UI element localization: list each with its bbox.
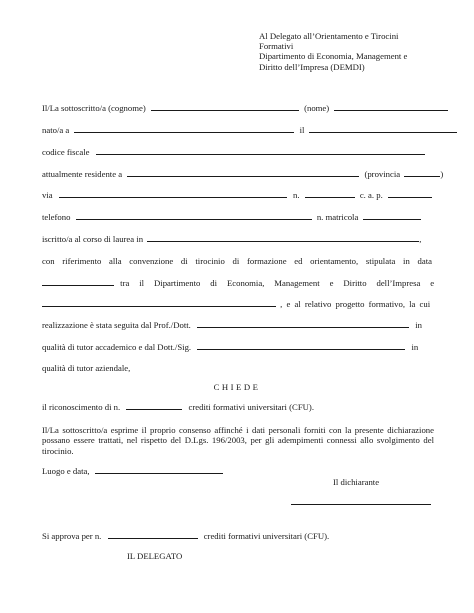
row-tutor-accademico — [42, 320, 422, 330]
row-cognome-nome — [42, 103, 448, 113]
consenso-text: Il/La sottoscritto/a esprime il proprio consenso affinché i dati personali forniti con la presente dichiarazione possano essere trattati, nel rispetto del D.Lgs. 196/2003, per gli adempimenti connessi allo svolgimento del tirocinio. — [42, 425, 434, 456]
telefono-label: telefono — [42, 212, 71, 222]
progetto-text: , e al relativo progetto formativo, la cui — [280, 299, 431, 309]
recipient-address — [259, 31, 459, 72]
azienda-field[interactable] — [42, 299, 276, 307]
nome-label: (nome) — [304, 103, 330, 113]
luogo-nascita-field[interactable] — [74, 125, 294, 133]
il-label: il — [299, 125, 305, 135]
matricola-field[interactable] — [363, 212, 421, 220]
data-nascita-field[interactable] — [309, 125, 457, 133]
approva-prefix: Si approva per n. — [42, 531, 102, 541]
cap-field[interactable] — [388, 190, 432, 198]
provincia-close: ) — [440, 169, 444, 179]
row-firma — [291, 497, 431, 507]
provincia-field[interactable] — [404, 169, 440, 177]
chiede-heading: CHIEDE — [213, 382, 261, 392]
cfu-approvati-field[interactable] — [108, 531, 198, 539]
telefono-field[interactable] — [76, 212, 312, 220]
iscritto-label: iscritto/a al corso di laurea in — [42, 234, 144, 244]
recipient-line: Dipartimento di Economia, Management e — [259, 51, 408, 62]
delegato-label: IL DELEGATO — [127, 551, 183, 561]
cognome-label: Il/La sottoscritto/a (cognome) — [42, 103, 146, 113]
codice-fiscale-label: codice fiscale — [42, 147, 90, 157]
via-field[interactable] — [59, 190, 287, 198]
in-label: in — [415, 320, 422, 330]
iscritto-end: , — [419, 234, 422, 244]
row-luogo-data — [42, 466, 223, 476]
row-indirizzo — [42, 190, 432, 200]
row-codice-fiscale — [42, 147, 425, 157]
tutor-aziendale-field[interactable] — [197, 342, 405, 350]
recipient-line: Formativi — [259, 41, 294, 52]
dichiarante-label: Il dichiarante — [333, 477, 380, 487]
data-stipula-field[interactable] — [42, 278, 114, 286]
row-riconoscimento — [42, 402, 314, 412]
provincia-label: (provincia — [364, 169, 401, 179]
in-label: in — [411, 342, 419, 352]
qualita-tutor-label: qualità di tutor accademico e dal Dott./Sig. — [42, 342, 192, 352]
row-nascita — [42, 125, 457, 135]
via-label: via — [42, 190, 53, 200]
residente-label: attualmente residente a — [42, 169, 123, 179]
riconoscimento-suffix: crediti formativi universitari (CFU). — [188, 402, 314, 412]
row-corso — [42, 234, 421, 244]
numero-field[interactable] — [305, 190, 355, 198]
nato-label: nato/a a — [42, 125, 70, 135]
corso-field[interactable] — [147, 234, 422, 244]
qualita-aziendale-text: qualità di tutor aziendale, — [42, 363, 131, 373]
convenzione-text: con riferimento alla convenzione di tirocinio di formazione ed orientamento, stipulata in data — [42, 256, 432, 266]
realizzazione-label: realizzazione è stata seguita dal Prof./Dott. — [42, 320, 191, 330]
cfu-richiesti-field[interactable] — [126, 402, 182, 410]
codice-fiscale-field[interactable] — [96, 147, 425, 155]
luogo-label: Luogo e data, — [42, 466, 90, 476]
matricola-label: n. matricola — [316, 212, 359, 222]
recipient-line: Al Delegato all’Orientamento e Tirocini — [259, 31, 399, 41]
cap-label: c. a. p. — [359, 190, 383, 200]
row-azienda — [42, 299, 430, 309]
riconoscimento-prefix: il riconoscimento di n. — [42, 402, 121, 412]
tra-text: tra il Dipartimento di Economia, Management e Diritto dell’Impresa e — [120, 278, 435, 288]
numero-label: n. — [292, 190, 300, 200]
row-stipula — [42, 278, 434, 288]
luogo-data-field[interactable] — [95, 466, 223, 474]
approva-suffix: crediti formativi universitari (CFU). — [203, 531, 330, 541]
residenza-field[interactable] — [127, 169, 359, 177]
row-telefono — [42, 212, 421, 222]
nome-field[interactable] — [334, 103, 448, 111]
row-tutor-aziendale — [42, 342, 418, 352]
recipient-line: Diritto dell’Impresa (DEMDI) — [259, 61, 365, 72]
cognome-field[interactable] — [151, 103, 299, 111]
row-approvazione — [42, 531, 329, 541]
tutor-accademico-field[interactable] — [197, 320, 409, 328]
row-residenza — [42, 169, 443, 179]
firma-dichiarante-field[interactable] — [291, 497, 431, 505]
